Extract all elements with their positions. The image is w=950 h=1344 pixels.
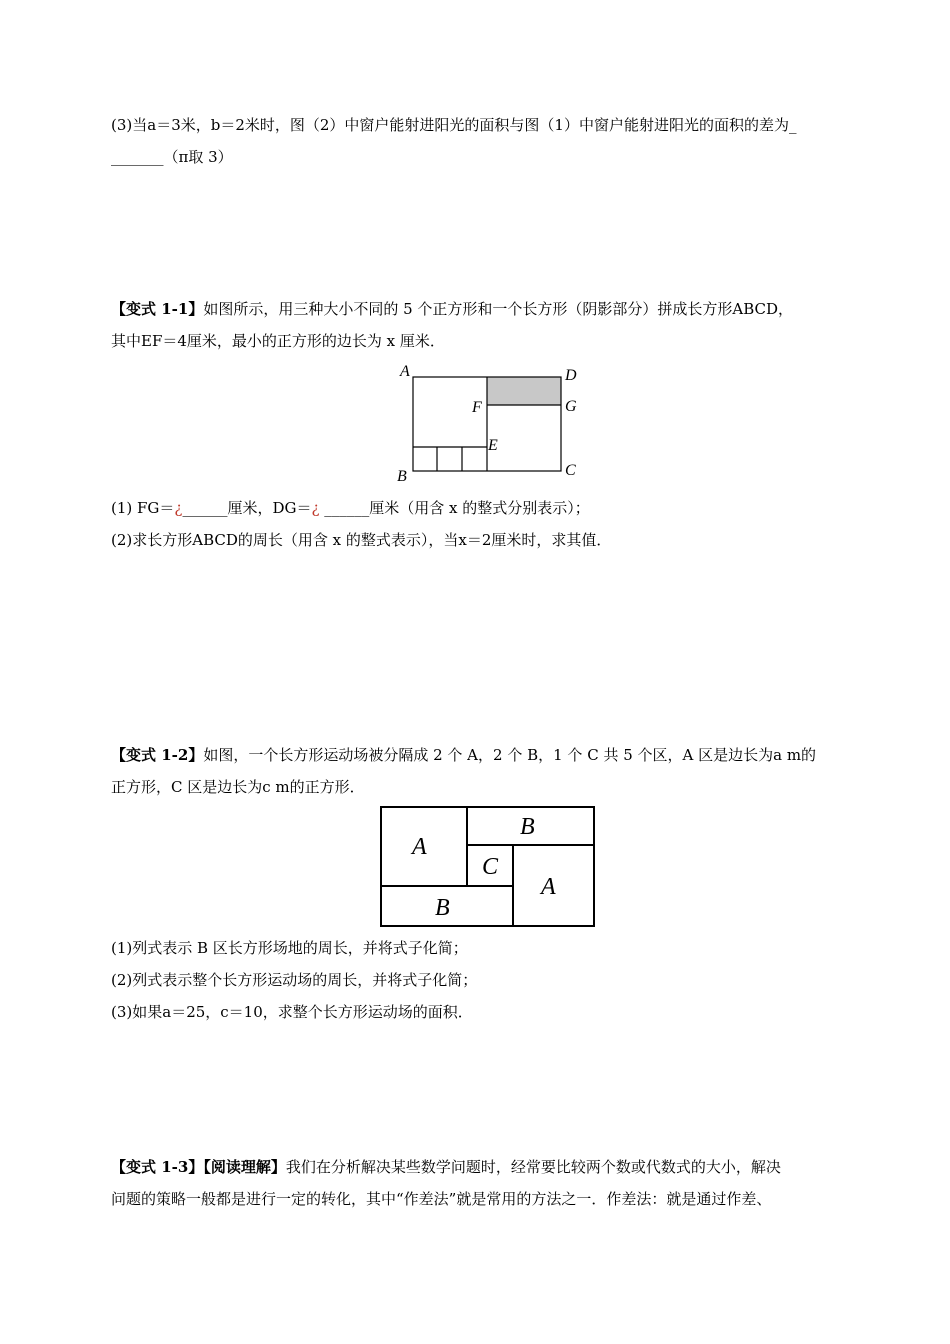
q3-line-2: _______（π取 3） xyxy=(111,148,233,166)
v13-text-1: 我们在分析解决某些数学问题时，经常要比较两个数或代数式的大小，解决 xyxy=(285,1158,781,1176)
v11-q1-c: ______厘米（用含 x 的整式分别表示）； xyxy=(319,499,590,517)
v11-line-1 xyxy=(111,298,793,320)
v11-line-2: 其中EF＝4厘米，最小的正方形的边长为 x 厘米． xyxy=(111,332,445,350)
v11-q1 xyxy=(111,497,590,519)
v11-shaded-region xyxy=(487,377,561,405)
v11-tag: 【变式 1-1】 xyxy=(111,300,204,318)
v11-label-a: A xyxy=(400,363,410,380)
v13-tag: 【变式 1-3】【阅读理解】 xyxy=(111,1158,286,1176)
v11-text-1: 如图所示，用三种大小不同的 5 个正方形和一个长方形（阴影部分）拼成长方形ABCD， xyxy=(203,300,794,318)
v12-figure xyxy=(375,800,605,935)
v12-tag: 【变式 1-2】 xyxy=(111,746,204,764)
v11-q2: (2)求长方形ABCD的周长（用含 x 的整式表示），当x＝2厘米时，求其值． xyxy=(111,531,612,549)
v12-label-a2: A xyxy=(541,874,556,900)
v11-label-g: G xyxy=(565,398,577,415)
v11-label-c: C xyxy=(565,462,576,479)
v11-q1-b: ______厘米，DG＝ xyxy=(182,499,312,517)
v12-q3: (3)如果a＝25，c＝10，求整个长方形运动场的面积． xyxy=(111,1003,473,1021)
v11-label-f: F xyxy=(472,399,482,416)
v12-q1: (1)列式表示 B 区长方形场地的周长，并将式子化简； xyxy=(111,939,468,957)
q3-line-1: (3)当a＝3米，b＝2米时，图（2）中窗户能射进阳光的面积与图（1）中窗户能射进阳光的面积的差为_ xyxy=(111,116,797,134)
v11-label-b: B xyxy=(397,468,407,485)
v11-figure xyxy=(390,360,590,485)
v12-line-2: 正方形，C 区是边长为c m的正方形． xyxy=(111,778,365,796)
v11-q1-mark-2: ¿ xyxy=(311,499,320,517)
v12-label-b1: B xyxy=(520,814,535,840)
v11-label-e: E xyxy=(488,437,498,454)
v12-label-c: C xyxy=(482,854,499,880)
v12-line-1 xyxy=(111,744,816,766)
v12-label-b2: B xyxy=(435,895,450,921)
v11-label-d: D xyxy=(565,367,577,384)
v11-q1-mark-1: ¿ xyxy=(174,499,183,517)
v11-q1-a: (1) FG＝ xyxy=(111,499,175,517)
v13-line-1 xyxy=(111,1156,781,1178)
v12-text-1: 如图，一个长方形运动场被分隔成 2 个 A，2 个 B，1 个 C 共 5 个区，A 区是边长为a m的 xyxy=(203,746,817,764)
v13-line-2: 问题的策略一般都是进行一定的转化，其中“作差法”就是常用的方法之一．作差法：就是通过作差、 xyxy=(111,1190,772,1208)
v12-q2: (2)列式表示整个长方形运动场的周长，并将式子化简； xyxy=(111,971,478,989)
v12-label-a1: A xyxy=(412,834,427,860)
